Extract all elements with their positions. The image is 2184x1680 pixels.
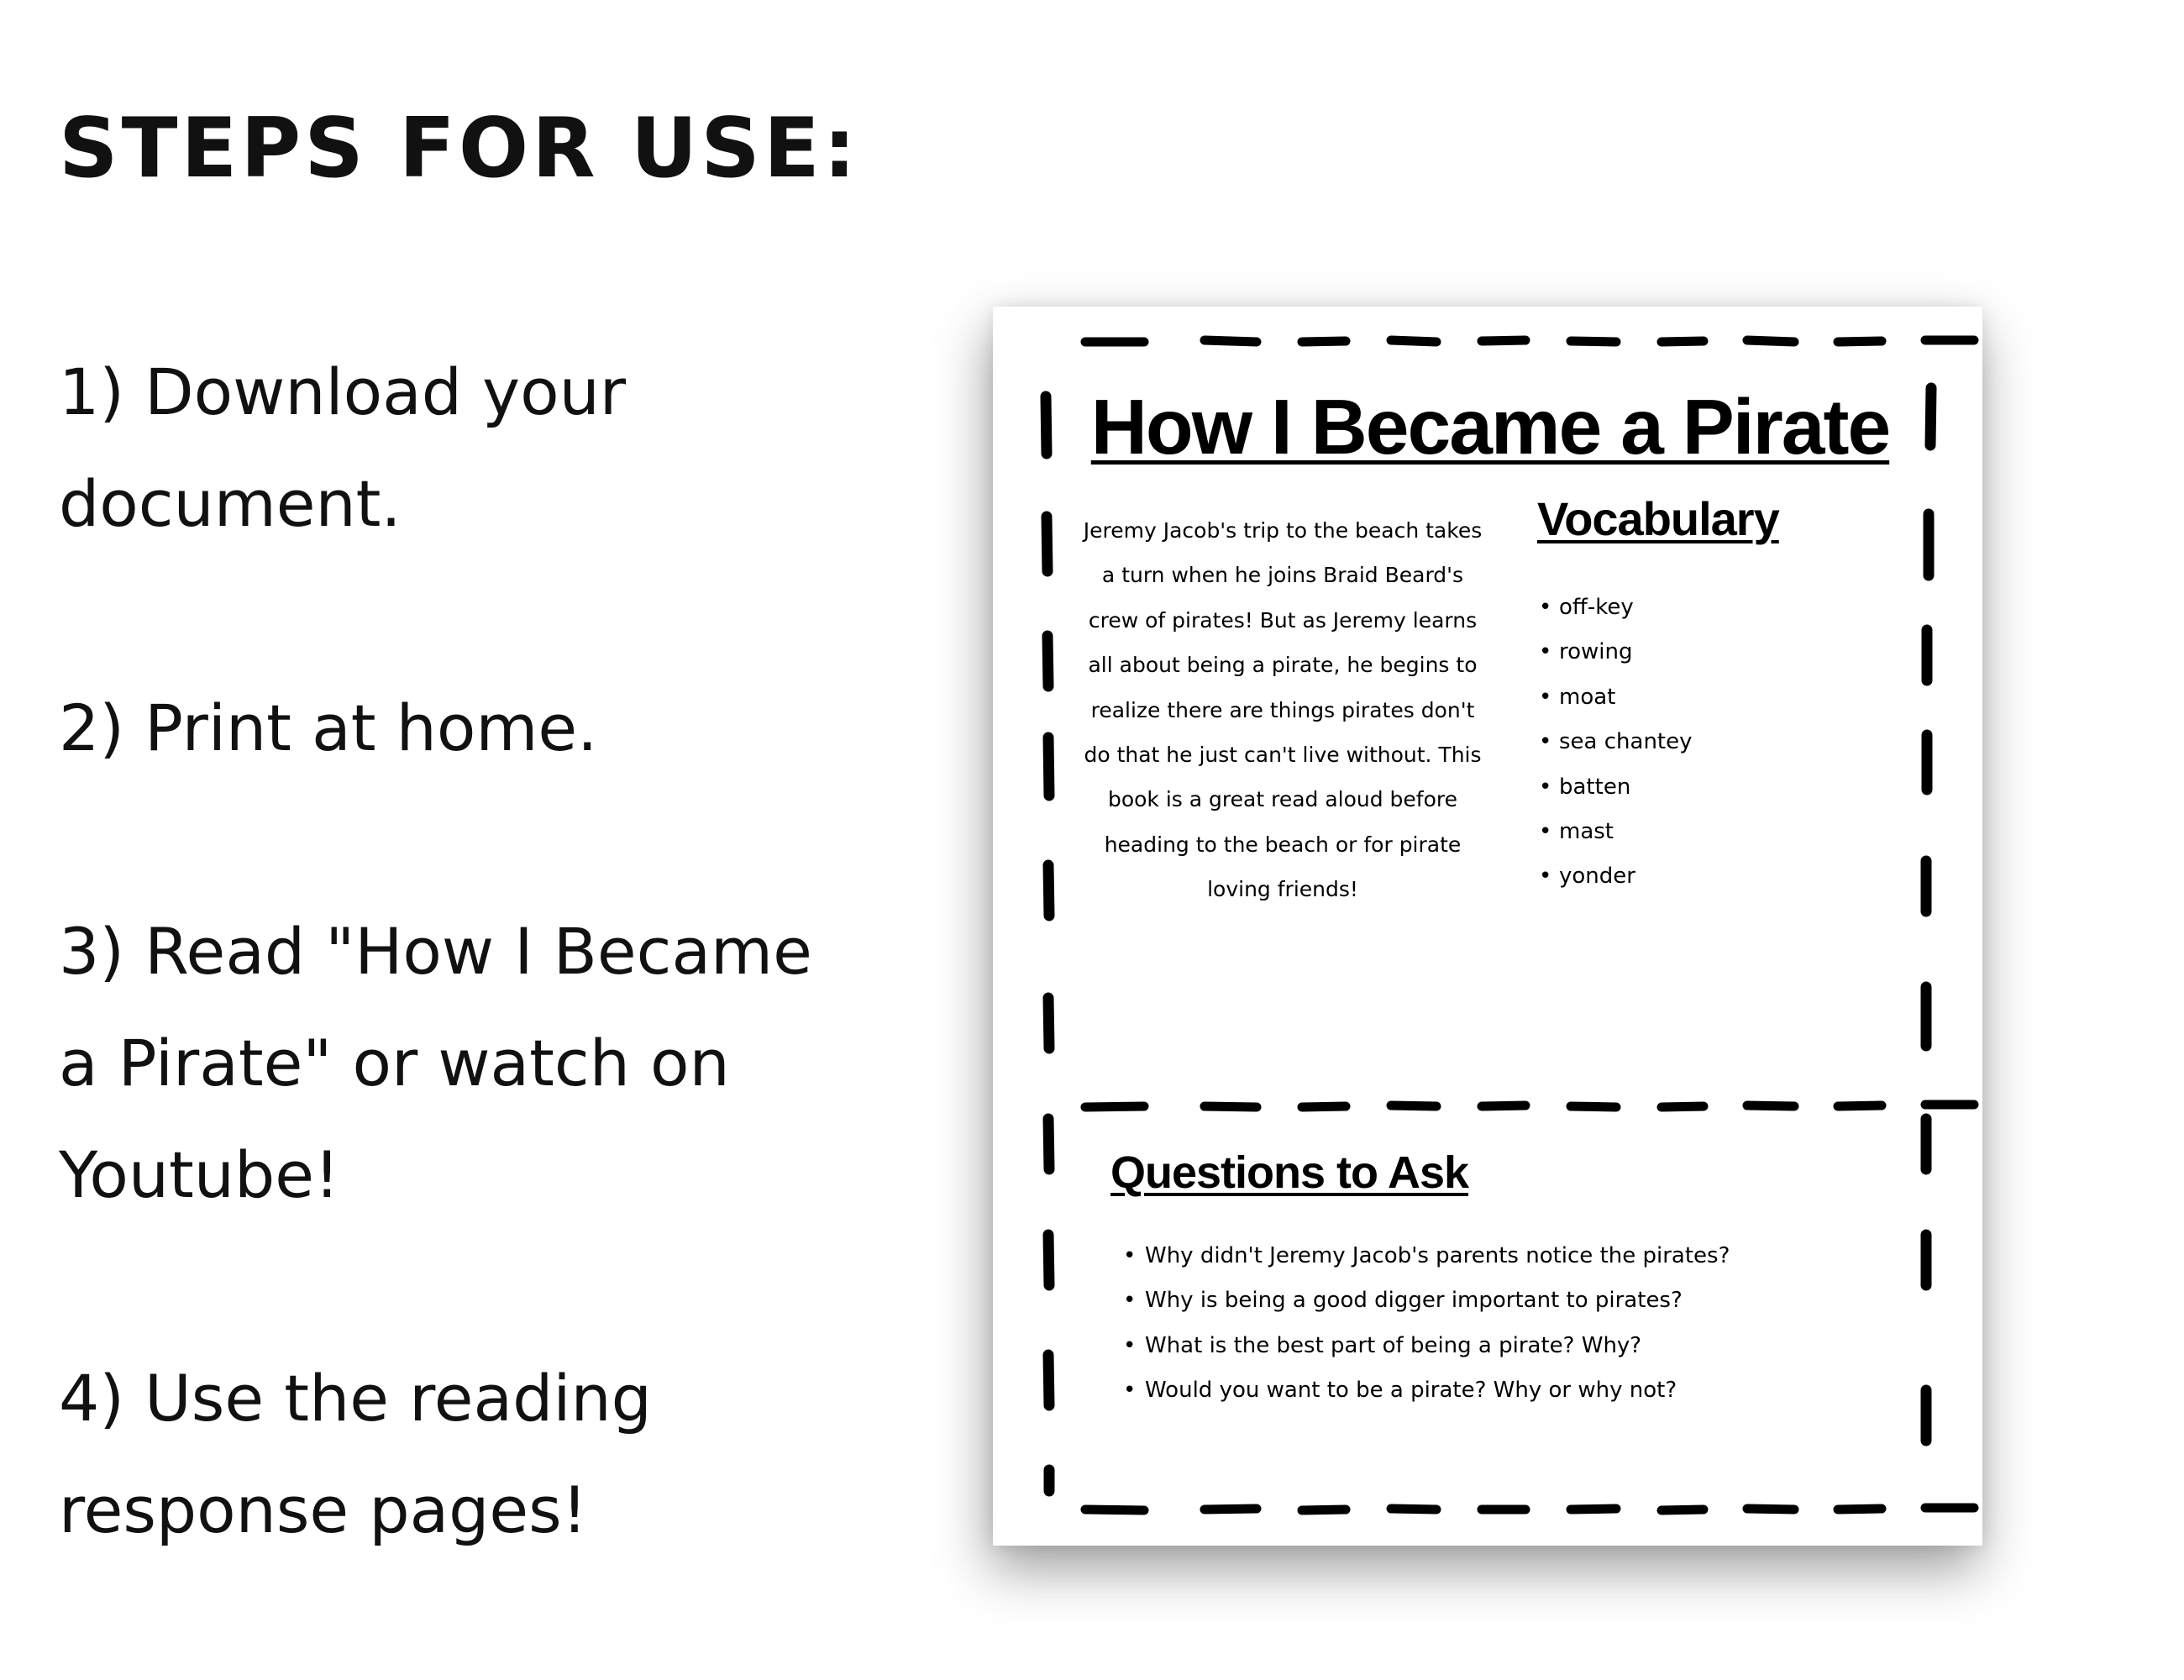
vocabulary-word: • off-key (1539, 585, 1693, 630)
vocabulary-word: • sea chantey (1539, 720, 1693, 764)
step-download: 1) Download your document. (59, 354, 626, 541)
book-summary: Jeremy Jacob's trip to the beach takes a turn when he joins Braid Beard's crew of pirates! But as Jeremy learns all about being a pirate, he begins to realize there are things pirates don't do that he just can't live without. This book is a great read aloud before heading to the beach or for pirate loving friends! (1083, 518, 1483, 902)
step-print: 2) Print at home. (59, 690, 598, 765)
vocabulary-heading: Vocabulary (1537, 492, 1779, 545)
question-item: • Would you want to be a pirate? Why or why not? (1123, 1368, 1730, 1413)
vocabulary-word: • batten (1539, 765, 1693, 810)
vocabulary-word: • yonder (1539, 854, 1693, 899)
document-title: How I Became a Pirate (1090, 383, 1890, 470)
questions-heading: Questions to Ask (1110, 1147, 1469, 1198)
question-item: • Why didn't Jeremy Jacob's parents notice the pirates? (1123, 1234, 1730, 1278)
vocabulary-word: • mast (1539, 810, 1693, 854)
vocabulary-list (1539, 585, 1693, 900)
question-item: • What is the best part of being a pirate? Why? (1123, 1324, 1730, 1368)
question-item: • Why is being a good digger important to pirates? (1123, 1278, 1730, 1323)
document-preview (993, 307, 1982, 1546)
vocabulary-word: • moat (1539, 675, 1693, 720)
step-read: 3) Read "How I Became a Pirate" or watch on Youtube! (59, 914, 812, 1212)
questions-list (1123, 1234, 1730, 1414)
vocabulary-word: • rowing (1539, 630, 1693, 675)
steps-heading: STEPS FOR USE: (59, 101, 860, 197)
step-response-pages: 4) Use the reading response pages! (59, 1361, 652, 1547)
